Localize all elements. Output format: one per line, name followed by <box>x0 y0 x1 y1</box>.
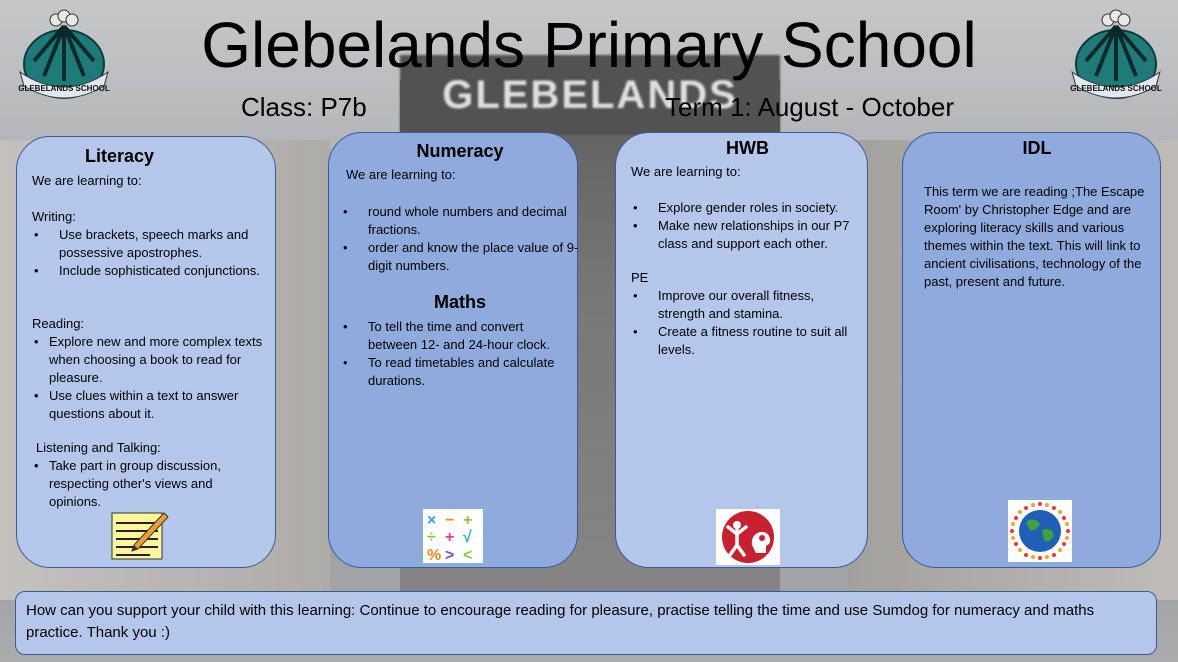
svg-text:<: < <box>463 547 473 563</box>
numeracy-list <box>341 203 579 275</box>
logo-text-right: GLEBELANDS SCHOOL <box>1070 84 1162 93</box>
svg-text:+: + <box>463 512 473 529</box>
svg-text:÷: ÷ <box>427 529 436 546</box>
building-sign: GLEBELANDS <box>400 55 780 135</box>
list-item: • To read timetables and calculate durations. <box>341 354 571 390</box>
hwb-heading: HWB <box>726 138 769 158</box>
pe-label: PE <box>631 270 649 285</box>
class-label: Class: P7b <box>241 92 367 122</box>
hwb-card <box>615 132 868 568</box>
idl-card <box>902 132 1161 568</box>
list-item: • Explore gender roles in society. <box>631 199 863 217</box>
pencil-notepad-icon <box>110 509 170 563</box>
reading-label: Reading: <box>32 316 85 331</box>
logo-text-left: GLEBELANDS SCHOOL <box>18 84 110 93</box>
health-wellbeing-icon <box>716 509 780 565</box>
svg-text:%: % <box>427 547 442 563</box>
list-item: • Use clues within a text to answer questions about it. <box>32 387 272 423</box>
idl-text: This term we are reading ;The Escape Room' by Christopher Edge and are exploring literacy skills and various themes within the text. This will link to ancient civilisations, technology of the past, present and future. <box>924 184 1145 289</box>
reading-section <box>32 315 272 423</box>
pe-section <box>631 269 863 359</box>
writing-label: Writing: <box>32 209 76 224</box>
list-item: • order and know the place value of 9-digit numbers. <box>341 239 579 275</box>
list-item: • Take part in group discussion, respecting other's views and opinions. <box>32 457 262 511</box>
idl-heading: IDL <box>1022 138 1052 158</box>
svg-text:×: × <box>427 512 437 529</box>
term-label: Term 1: August - October <box>665 92 955 122</box>
svg-text:>: > <box>445 547 455 563</box>
list-item: • Explore new and more complex texts when choosing a book to read for pleasure. <box>32 333 272 387</box>
list-item: • Improve our overall fitness, strength and stamina. <box>631 287 863 323</box>
list-item: • Include sophisticated conjunctions. <box>32 262 267 280</box>
list-item: • Make new relationships in our P7 class and support each other. <box>631 217 863 253</box>
list-item: • To tell the time and convert between 12- and 24-hour clock. <box>341 318 571 354</box>
literacy-intro: We are learning to: <box>32 173 142 188</box>
math-symbols-icon <box>423 509 483 563</box>
svg-text:√: √ <box>463 529 472 546</box>
parent-support-footer: How can you support your child with this learning: Continue to encourage reading for pleasure, practise telling the time and use Sumdog for numeracy and maths practice. Thank you :) <box>15 591 1157 655</box>
globe-people-icon <box>1008 500 1072 562</box>
list-item: • Create a fitness routine to suit all levels. <box>631 323 863 359</box>
literacy-card <box>16 136 276 568</box>
listening-section <box>32 439 262 511</box>
numeracy-heading: Numeracy <box>416 141 504 161</box>
numeracy-intro: We are learning to: <box>346 167 456 182</box>
svg-text:−: − <box>445 512 455 529</box>
list-item: • round whole numbers and decimal fractions. <box>341 203 579 239</box>
hwb-list <box>631 199 863 253</box>
writing-section <box>32 208 267 280</box>
maths-list <box>341 318 571 390</box>
list-item: • Use brackets, speech marks and possessive apostrophes. <box>32 226 267 262</box>
hwb-intro: We are learning to: <box>631 164 741 179</box>
maths-heading: Maths <box>433 292 486 312</box>
numeracy-card <box>328 132 578 568</box>
literacy-heading: Literacy <box>84 146 155 166</box>
page-title: Glebelands Primary School <box>201 9 977 81</box>
listening-label: Listening and Talking: <box>36 440 161 455</box>
svg-text:+: + <box>445 529 455 546</box>
